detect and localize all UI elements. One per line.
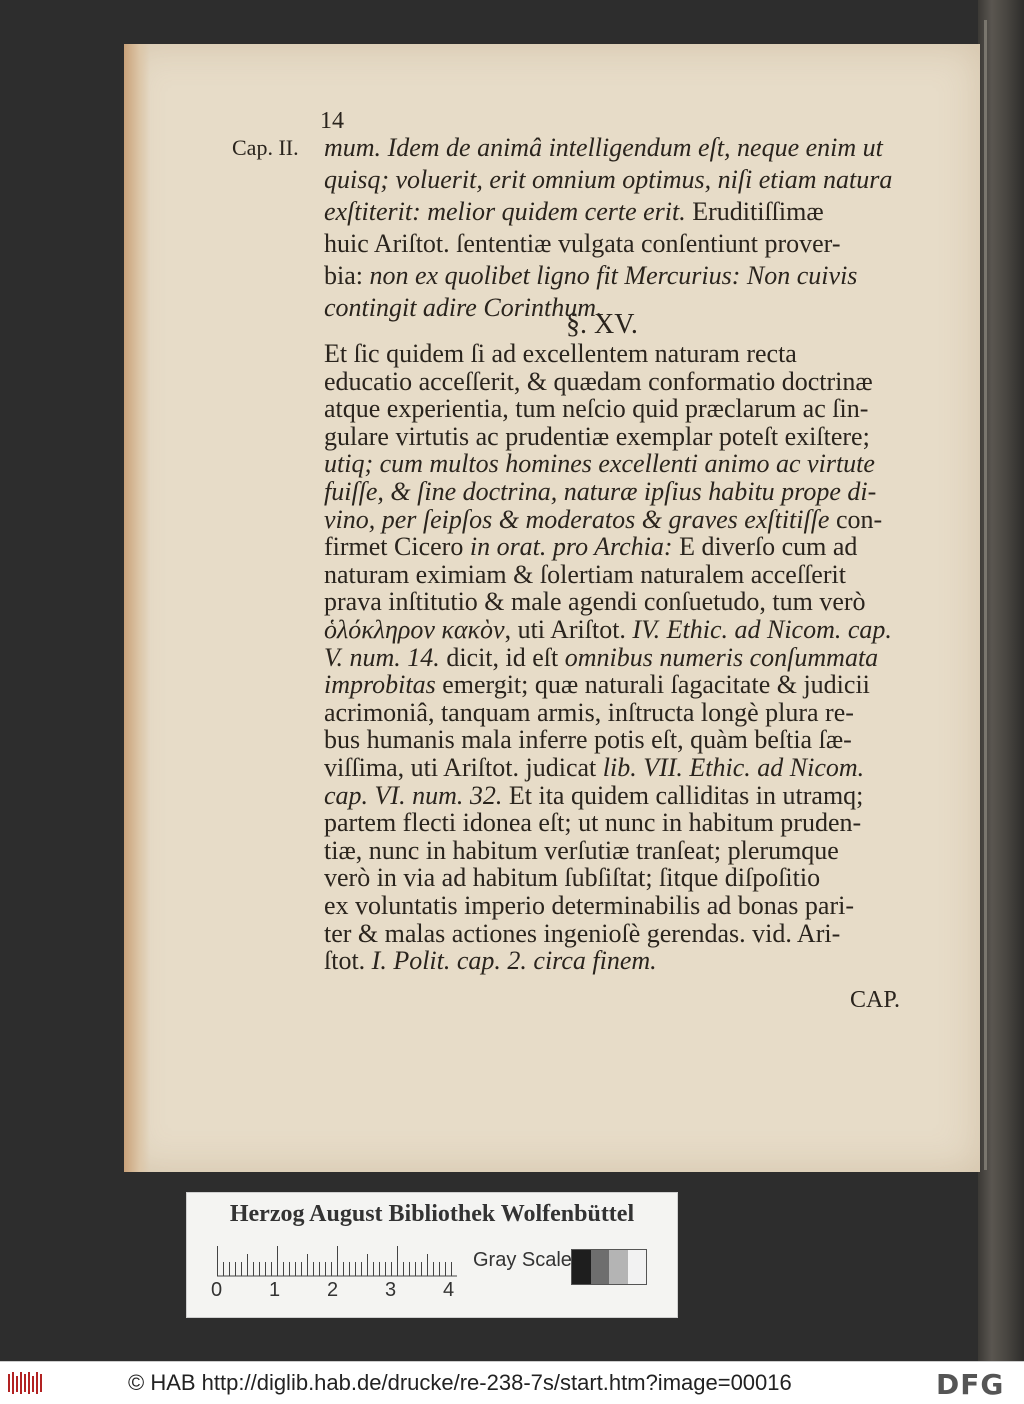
text-run: con- [829, 504, 883, 534]
gray-scale-swatches [571, 1249, 647, 1285]
text-line [324, 196, 924, 228]
text-line [324, 945, 924, 977]
text-line [324, 228, 924, 260]
text-run: improbitas [324, 670, 436, 700]
text-run: , uti Ariſtot. [504, 615, 633, 644]
ruler-number: 3 [385, 1279, 397, 1301]
dfg-logo: DFG [936, 1368, 1005, 1401]
text-line [324, 164, 924, 196]
text-run: naturam eximiam & ſolertiam naturalem acceſſerit [324, 559, 846, 589]
text-run: utiq; cum multos homines excellenti animo ac virtute [324, 449, 875, 479]
gray-swatch [591, 1250, 610, 1284]
copyright-url[interactable]: © HAB http://diglib.hab.de/drucke/re-238-7s/start.htm?image=00016 [128, 1370, 792, 1395]
ruler-scale-numbers [211, 1279, 471, 1303]
text-run: firmet Cicero [324, 532, 470, 562]
text-run: Et ita quidem calliditas in utramq; [502, 780, 864, 810]
text-run: partem flecti idonea eſt; ut nunc in habitum pruden- [324, 808, 862, 838]
measurement-ruler [217, 1243, 457, 1277]
gray-swatch [609, 1250, 628, 1284]
margin-note: Cap. II. [232, 135, 299, 160]
footer-bar [0, 1361, 1024, 1404]
text-run: educatio acceſſerit, & quædam conformatio doctrinæ [324, 366, 873, 396]
text-run: verò in via ad habitum ſubſiſtat; ſitque diſpoſitio [324, 863, 821, 893]
text-run: non ex quolibet ligno fit Mercurius: Non cuivis [369, 261, 858, 290]
text-run: ſtot. [324, 946, 372, 976]
text-run: lib. VII. Ethic. ad Nicom. [602, 753, 865, 782]
gray-scale-label: Gray Scale [473, 1249, 572, 1271]
text-run: dicit, id eſt [439, 642, 565, 672]
text-run: E diverſo cum ad [672, 532, 858, 562]
text-run: bia: [324, 261, 370, 290]
text-run: bus humanis mala inferre potis eſt, quàm beſtia ſæ- [324, 725, 852, 755]
text-line [324, 260, 924, 292]
text-run: ter & malas actiones ingenioſè gerendas. vid. Ari- [324, 918, 841, 948]
text-run: Idem de animâ intelligendum eſt, neque enim ut [387, 133, 883, 162]
text-run: V. num. 14. [324, 642, 440, 672]
gray-swatch [572, 1250, 591, 1284]
catchword: CAP. [850, 987, 901, 1013]
text-run: atque experientia, tum neſcio quid præclarum ac ſin- [324, 394, 869, 424]
text-run: viſſima, uti Ariſtot. judicat [324, 753, 603, 782]
ruler-number: 2 [327, 1279, 339, 1301]
hab-logo-icon [6, 1370, 46, 1396]
text-run: Et ſic quidem ſi ad excellentem naturam recta [324, 339, 797, 368]
text-run: Eruditiſſimæ [685, 197, 824, 226]
text-run: vino, per ſeipſos & moderatos & graves exſtitiſſe [324, 504, 830, 534]
text-run: ὁλόκληρον κακὸν [324, 615, 505, 644]
text-run: cap. VI. num. 32. [324, 780, 503, 810]
text-run: acrimoniâ, tanquam armis, inſtructa longè plura re- [324, 697, 854, 727]
text-run: IV. Ethic. ad Nicom. cap. [632, 615, 892, 644]
color-calibration-plate [186, 1192, 678, 1318]
text-run: ex voluntatis imperio determinabilis ad bonas pari- [324, 891, 854, 920]
text-run: exſtiterit: melior quidem certe erit. [324, 197, 686, 226]
text-run: I. Polit. cap. 2. circa finem. [371, 946, 657, 976]
text-run: omnibus numeris conſummata [564, 642, 879, 672]
text-run: contingit adire Corinthum. [324, 293, 603, 322]
section-heading: §. XV. [566, 309, 638, 340]
text-run: emergit; quæ naturali ſagacitate & judicii [435, 670, 870, 700]
text-run: huic Ariſtot. ſententiæ vulgata conſentiunt prover- [324, 229, 841, 258]
ruler-number: 0 [211, 1279, 223, 1301]
text-line [324, 132, 924, 164]
library-name: Herzog August Bibliothek Wolfenbüttel [229, 1201, 635, 1227]
text-run: tiæ, nunc in habitum verſutiæ tranſeat; plerumque [324, 835, 839, 865]
text-run: quisq; voluerit, erit omnium optimus, niſi etiam natura [324, 165, 893, 194]
ruler-number: 1 [269, 1279, 281, 1301]
page-number: 14 [320, 108, 344, 134]
page-edge-line [984, 20, 987, 1170]
text-run: mum. [324, 133, 388, 162]
text-run: fuiſſe, & ſine doctrina, naturæ ipſius habitu prope di- [324, 477, 877, 506]
page-gutter [124, 44, 150, 1172]
text-run: prava inſtitutio & male agendi conſuetudo, tum verò [324, 587, 866, 617]
gray-swatch [628, 1250, 647, 1284]
ruler-number: 4 [443, 1279, 455, 1301]
text-run: in orat. pro Archia: [469, 532, 673, 562]
text-run: gulare virtutis ac prudentiæ exemplar poteſt exiſtere; [324, 421, 870, 451]
